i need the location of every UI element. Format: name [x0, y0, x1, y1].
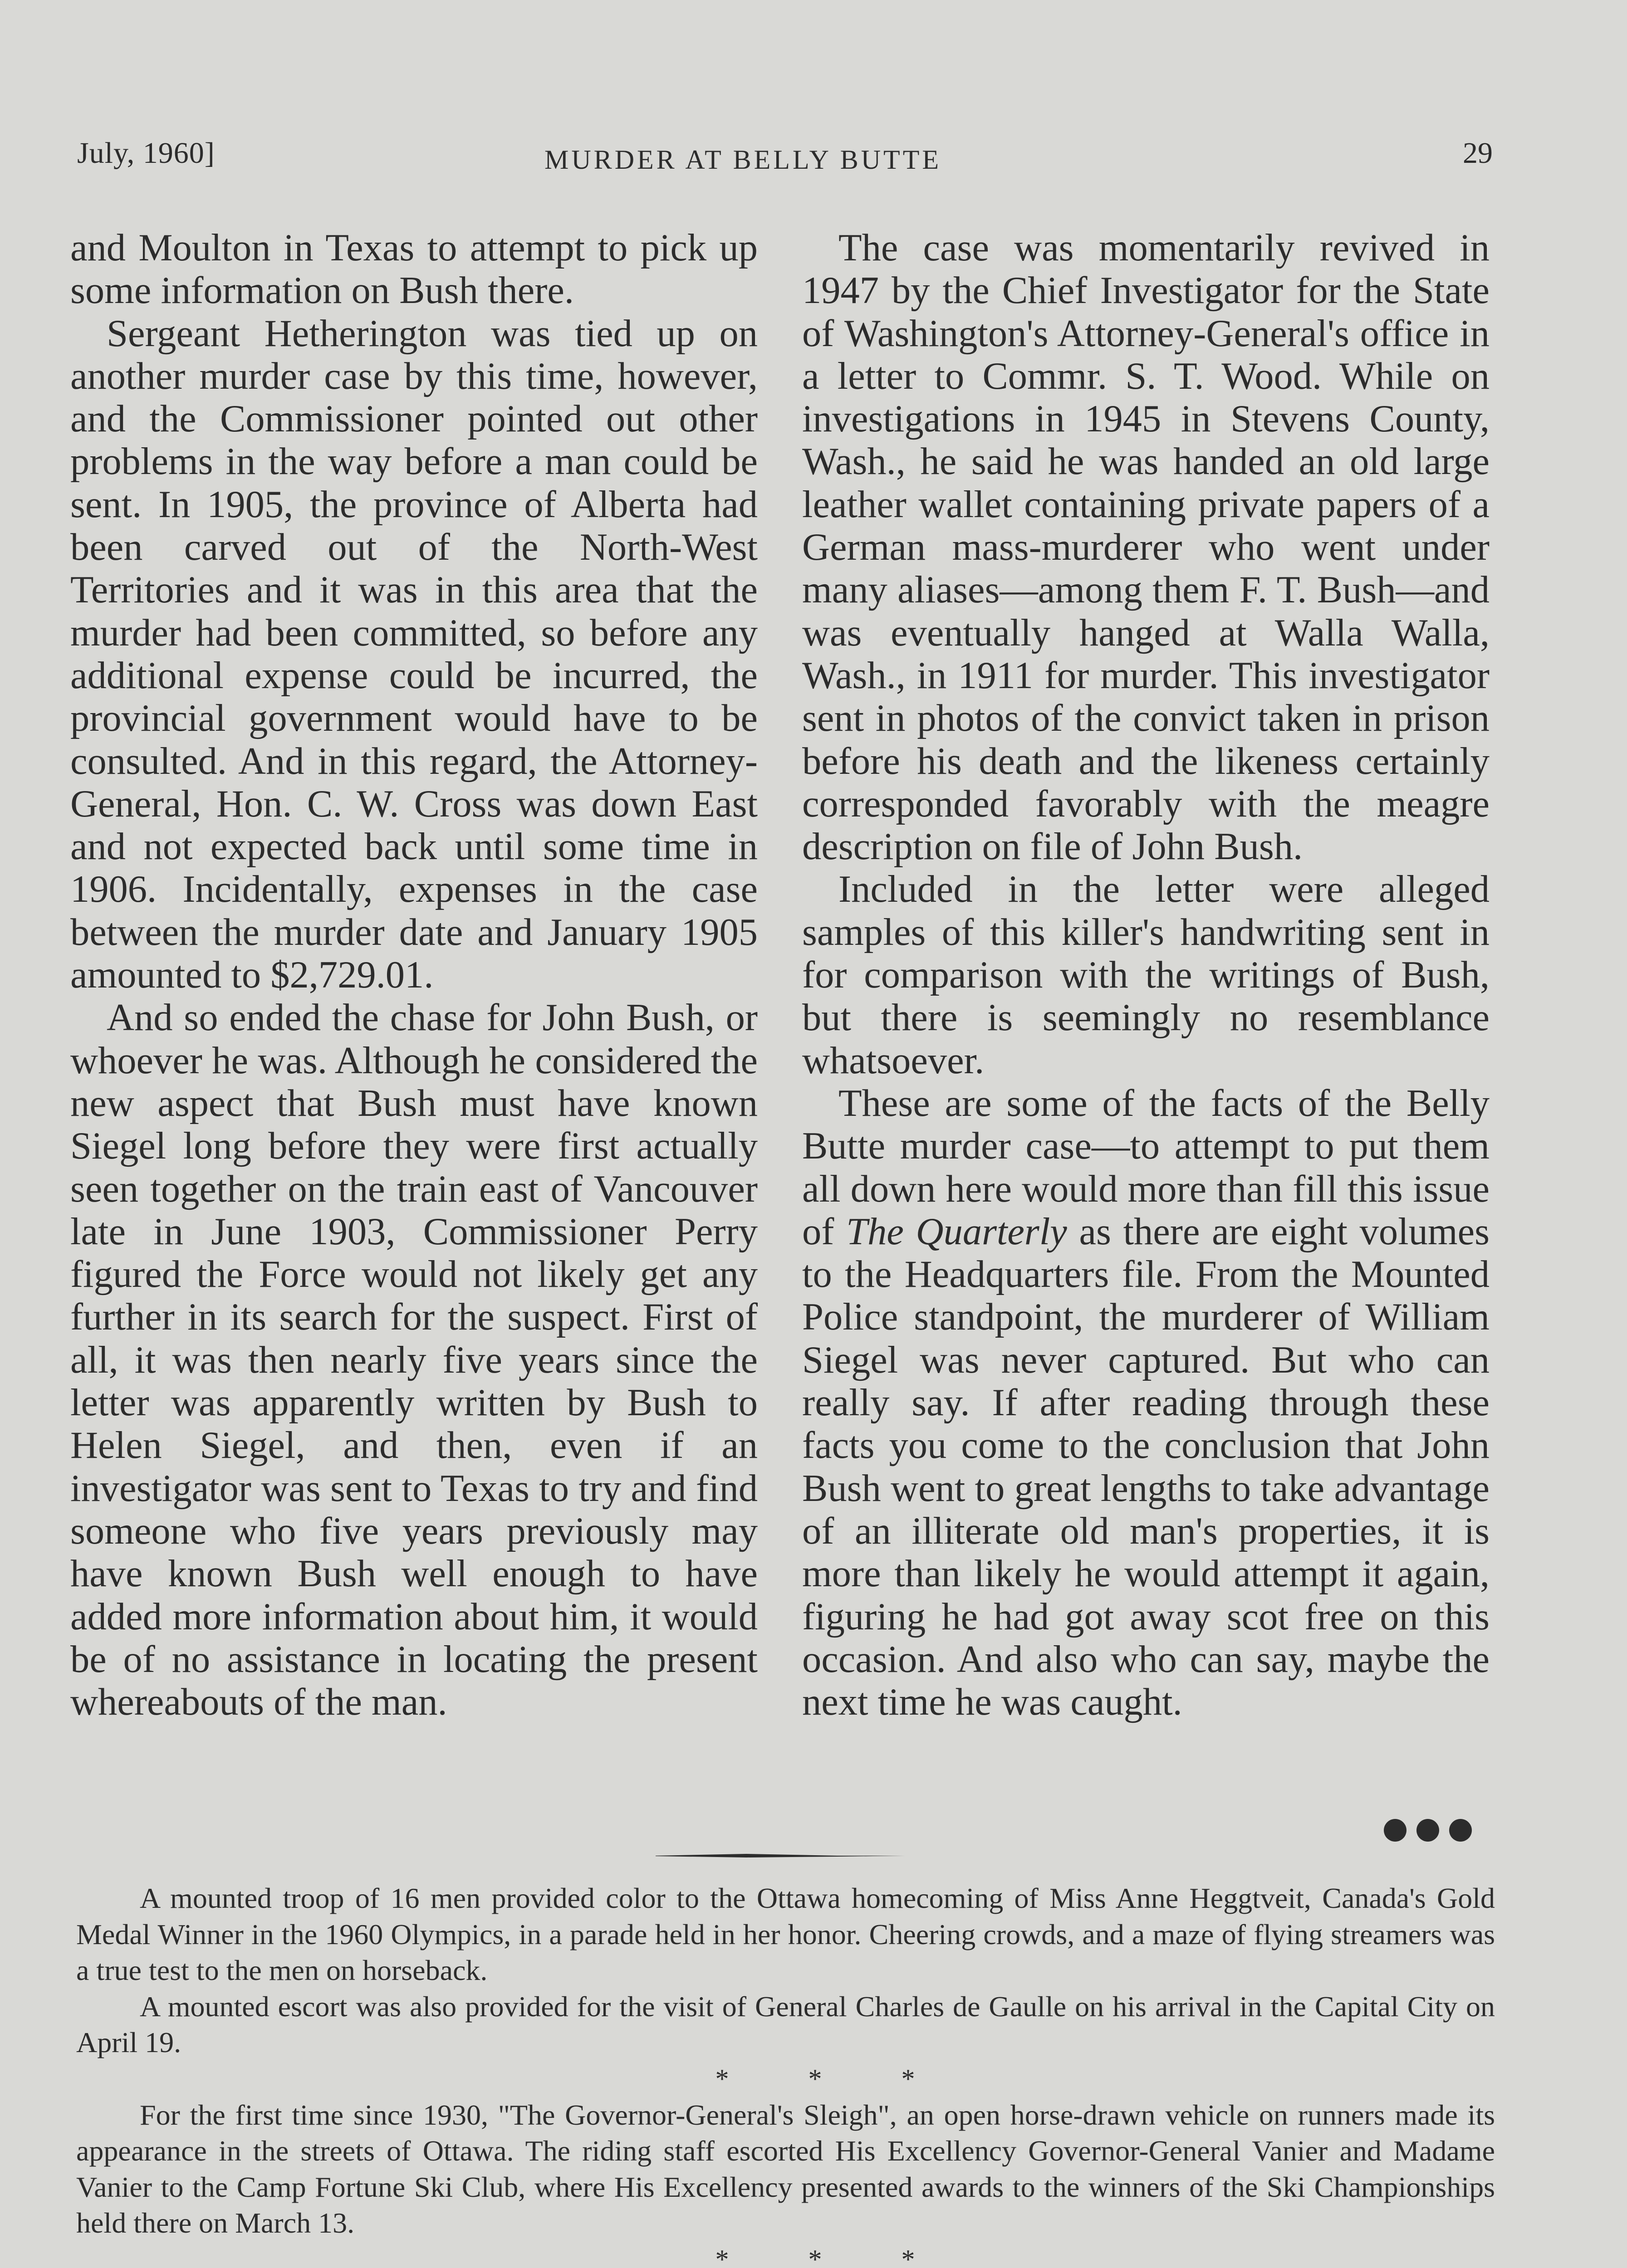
end-of-article-mark [1384, 1819, 1493, 1846]
left-column [70, 227, 758, 1724]
end-dot [1449, 1819, 1472, 1842]
paragraph-text: as there are eight volumes to the Headquarters file. From the Mounted Police standpoint, the murderer of William Siegel was never captured. But who can really say. If after reading through these facts you come to the conclusion that John Bush went to great lengths to take advantage of an illiterate old man's properties, it is more than likely he would attempt it again, figuring he had got away scot free on this occasion. And also who can say, maybe the next time he was caught. [802, 1210, 1490, 1724]
page-header [77, 136, 1493, 191]
paragraph: The case was momentarily revived in 1947 by the Chief Investigator for the State of Washington's Attorney-General's office in a letter to Commr. S. T. Wood. While on investigations in 1945 in Stevens County, Wash., he said he was handed an old large leather wallet containing private papers of a German mass-murderer who went under many aliases—among them F. T. Bush—and was eventually hanged at Walla Walla, Wash., in 1911 for murder. This investigator sent in photos of the convict taken in prison before his death and the likeness certainly corresponded favorably with the meagre description on file of John Bush. [802, 227, 1490, 868]
paragraph: And so ended the chase for John Bush, or whoever he was. Although he considered the new aspect that Bush must have known Siegel long before they were first actually seen together on the train east of Vancouver late in June 1903, Commissioner Perry figured the Force would not likely get any further in its search for the suspect. First of all, it was then nearly five years since the letter was apparently written by Bush to Helen Siegel, and then, even if an investigator was sent to Texas to try and find someone who five years previously may have known Bush well enough to have added more information about him, it would be of no assistance in locating the present whereabouts of the man. [70, 997, 758, 1724]
paragraph [802, 1082, 1490, 1724]
paragraph: and Moulton in Texas to attempt to pick up some information on Bush there. [70, 227, 758, 312]
right-column [802, 227, 1490, 1724]
running-title: MURDER AT BELLY BUTTE [544, 145, 942, 175]
news-note: A mounted escort was also provided for the visit of General Charles de Gaulle on his arrival in the Capital City on April 19. [76, 1990, 1495, 2058]
section-divider [656, 1852, 905, 1859]
issue-date: July, 1960] [77, 137, 215, 170]
paragraph-text: These are some of the facts of the Belly Butte murder case—to attempt to put them all down here would more than fill this issue of [802, 1082, 1490, 1253]
note-separator: * * * [715, 2063, 915, 2094]
end-dot [1384, 1819, 1406, 1842]
news-notes [76, 1880, 1495, 2268]
paragraph: Included in the letter were alleged samples of this killer's handwriting sent in for comparison with the writings of Bush, but there is seemingly no resemblance whatsoever. [802, 868, 1490, 1082]
news-note: A mounted troop of 16 men provided color to the Ottawa homecoming of Miss Anne Heggtveit, Canada's Gold Medal Winner in the 1960 Olympics, in a parade held in her honor. Cheering crowds, and a maze of flying streamers was a true test to the men on horseback. [76, 1882, 1495, 1986]
end-dot [1416, 1819, 1439, 1842]
page-number: 29 [1463, 137, 1493, 170]
news-note: For the first time since 1930, "The Governor-General's Sleigh", an open horse-drawn vehicle on runners made its appearance in the streets of Ottawa. The riding staff escorted His Excellency Governor-General Vanier and Madame Vanier to the Camp Fortune Ski Club, where His Excellency presented awards to the winners of the Ski Championships held there on March 13. [76, 2098, 1495, 2239]
publication-title: The Quarterly [846, 1210, 1067, 1253]
note-separator: * * * [715, 2244, 915, 2268]
paragraph: Sergeant Hetherington was tied up on another murder case by this time, however, and the Commissioner pointed out other problems in the way before a man could be sent. In 1905, the province of Alberta had been carved out of the North-West Territories and it was in this area that the murder had been committed, so before any additional expense could be incurred, the provincial government would have to be consulted. And in this regard, the Attorney-General, Hon. C. W. Cross was down East and not expected back until some time in 1906. Incidentally, expenses in the case between the murder date and January 1905 amounted to $2,729.01. [70, 312, 758, 997]
